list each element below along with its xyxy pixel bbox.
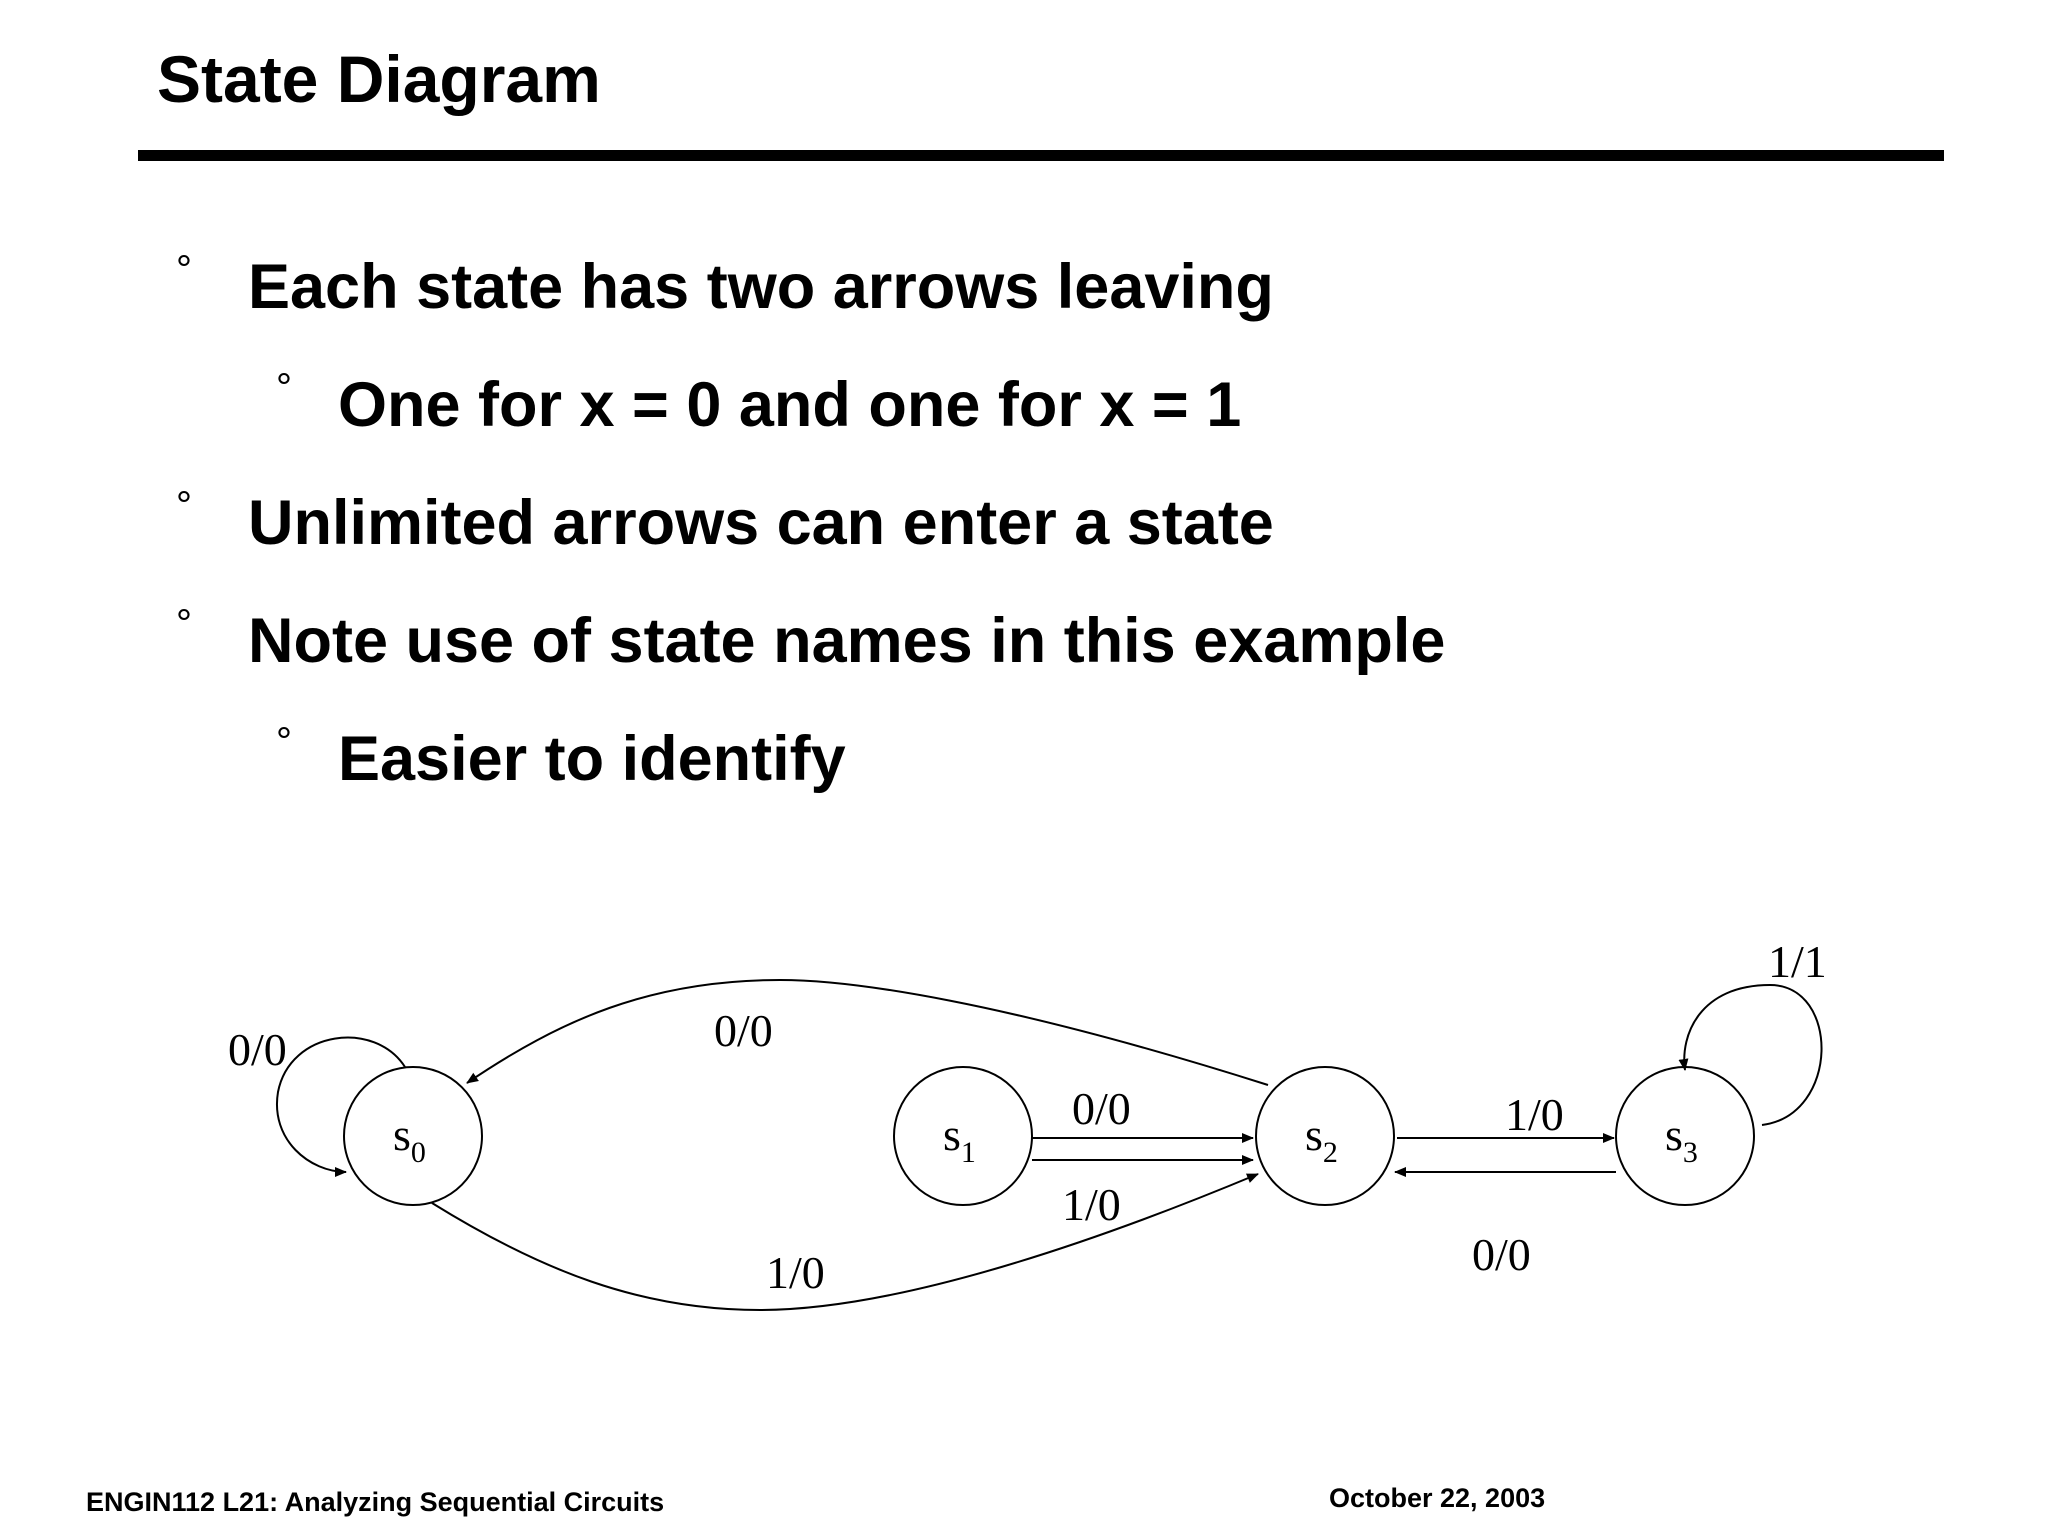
- transition-s2-to-s0: [467, 980, 1268, 1085]
- transition-label: 0/0: [714, 1005, 773, 1056]
- transition-label: 1/0: [1505, 1089, 1564, 1140]
- transition-label: 0/0: [228, 1024, 287, 1075]
- bullet-text: Easier to identify: [338, 724, 846, 794]
- bullet-text: Unlimited arrows can enter a state: [248, 488, 1274, 558]
- state-s3-label: $s_3$: [1665, 1109, 1698, 1169]
- footer-date: October 22, 2003: [1329, 1483, 1546, 1513]
- transition-label: 1/0: [1062, 1179, 1121, 1230]
- bullet-marker: °: [176, 602, 192, 646]
- transition-label: 0/0: [1472, 1229, 1531, 1280]
- bullet-marker: °: [176, 248, 192, 292]
- bullet-text: Note use of state names in this example: [248, 606, 1446, 676]
- state-s1-label: $s_1$: [943, 1109, 976, 1169]
- bullet-marker: °: [276, 366, 292, 410]
- footer-course: ENGIN112 L21: Analyzing Sequential Circuits: [86, 1487, 665, 1517]
- transition-s0-to-s2: [432, 1174, 1258, 1310]
- transition-label: 0/0: [1072, 1083, 1131, 1134]
- transition-label: 1/0: [766, 1247, 825, 1298]
- bullet-marker: °: [276, 720, 292, 764]
- bullet-text: Each state has two arrows leaving: [248, 252, 1274, 322]
- bullet-text: One for x = 0 and one for x = 1: [338, 370, 1242, 440]
- transition-s0-self-loop: [277, 1038, 405, 1172]
- transition-s3-self-loop: [1684, 985, 1821, 1125]
- state-s2-label: $s_2$: [1305, 1109, 1338, 1169]
- state-s0-label: $s_0$: [393, 1109, 426, 1169]
- slide-title: State Diagram: [157, 42, 601, 116]
- transition-label: 1/1: [1768, 936, 1827, 987]
- bullet-marker: °: [176, 484, 192, 528]
